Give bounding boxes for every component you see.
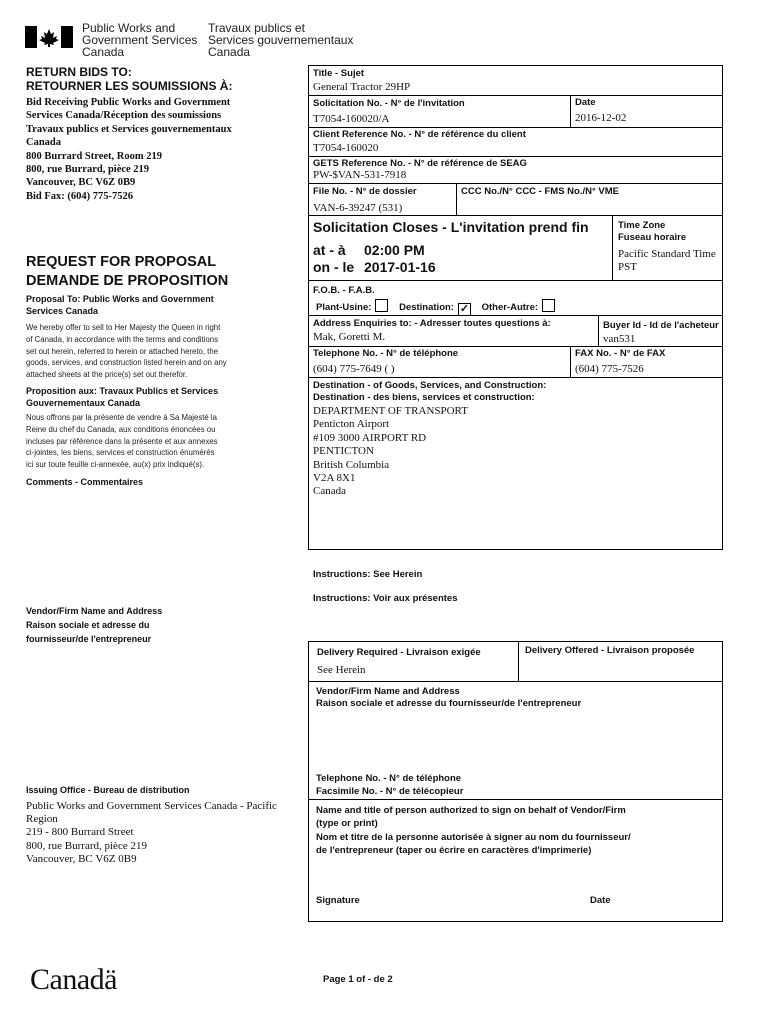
date-value: 2016-12-02	[575, 112, 627, 124]
signature-date-label: Date	[590, 895, 611, 906]
rfp-title: REQUEST FOR PROPOSAL DEMANDE DE PROPOSITION	[26, 254, 229, 289]
canada-wordmark: Canadä	[30, 963, 117, 996]
department-name-en: Public Works and Government Services Canada	[82, 21, 198, 59]
timezone-label: Time Zone Fuseau horaire	[618, 220, 687, 243]
closes-on-label: on - le	[313, 259, 355, 275]
buyer-id-label: Buyer Id - Id de l'acheteur	[603, 320, 719, 331]
delivery-required-label: Delivery Required - Livraison exigée	[317, 647, 481, 658]
title-label: Title - Sujet	[313, 68, 365, 79]
delivery-required-value: See Herein	[317, 664, 366, 676]
authorized-person-label: Name and title of person authorized to sign on behalf of Vendor/Firm (type or print) Nom et titre de la personne autorisée à signer au nom du fournisseur/ de l'entrepreneur (taper ou écrire en caractères d'imprimerie)	[316, 805, 631, 857]
return-bids-address: Bid Receiving Public Works and Government Services Canada/Réception des soumissions Travaux publics et Services gouvernementaux Canada 800 Burrard Street, Room 219 800, rue Burrard, pièce 219 Vancouver, BC V6Z 0B9 Bid Fax: (604) 775-7526	[26, 97, 232, 202]
other-checkbox[interactable]	[542, 299, 555, 312]
solicitation-value: T7054-160020/A	[313, 113, 390, 125]
client-ref-value: T7054-160020	[313, 142, 379, 154]
issuing-office-label: Issuing Office - Bureau de distribution	[26, 785, 190, 795]
vendor-left-label: Vendor/Firm Name and Address Raison sociale et adresse du fournisseur/de l'entrepreneur	[26, 606, 163, 644]
buyer-id-value: van531	[603, 333, 636, 345]
destination-address: DEPARTMENT OF TRANSPORT Penticton Airport #109 3000 AIRPORT RD PENTICTON British Columbia V2A 8X1 Canada	[313, 405, 468, 498]
destination-label: Destination - of Goods, Services, and Construction: Destination - des biens, services et construction:	[313, 380, 547, 403]
phone-label: Telephone No. - N° de téléphone	[313, 348, 459, 359]
instructions-en: Instructions: See Herein	[313, 569, 423, 580]
plant-checkbox[interactable]	[375, 299, 388, 312]
address-enquiries-label: Address Enquiries to: - Adresser toutes questions à:	[313, 318, 551, 329]
ccc-label: CCC No./N° CCC - FMS No./N° VME	[461, 186, 620, 197]
checkmark-icon: ✓	[459, 303, 470, 315]
proposal-to-heading: Proposal To: Public Works and Government Services Canada	[26, 294, 214, 316]
proposal-to-body: We hereby offer to sell to Her Majesty the Queen in right of Canada, in accordance with the terms and conditions set out herein, referred to herein or attached hereto, the goods, services, and construction listed herein and on any attached sheets at the price(s) set out therefor.	[26, 323, 227, 380]
solicitation-label: Solicitation No. - N° de l'invitation	[313, 98, 465, 109]
proposition-heading: Proposition aux: Travaux Publics et Services Gouvernementaux Canada	[26, 386, 219, 408]
gets-value: PW-$VAN-531-7918	[313, 169, 407, 181]
closes-date: 2017-01-16	[364, 259, 436, 275]
closes-at-label: at - à	[313, 242, 346, 258]
title-value: General Tractor 29HP	[313, 81, 411, 93]
page-number: Page 1 of - de 2	[323, 974, 393, 985]
address-enquiries-value: Mak, Goretti M.	[313, 331, 386, 343]
delivery-offered-label: Delivery Offered - Livraison proposée	[525, 645, 695, 656]
vendor-name-label: Vendor/Firm Name and Address Raison sociale et adresse du fournisseur/de l'entrepreneur	[316, 686, 582, 709]
return-bids-heading: RETURN BIDS TO: RETOURNER LES SOUMISSIONS À:	[26, 65, 233, 93]
file-value: VAN-6-39247 (531)	[313, 202, 403, 214]
fax-label: FAX No. - N° de FAX	[575, 348, 666, 359]
department-name-fr: Travaux publics et Services gouvernementaux Canada	[208, 21, 354, 59]
signature-label: Signature	[316, 895, 360, 906]
proposition-body: Nous offrons par la présente de vendre à Sa Majesté la Reine du chef du Canada, aux conditions énoncées ou incluses par référence dans la présente et aux annexes ci-jointes, les biens, services et construction énumérés ici sur toute feuille ci-annexée, au(x) prix indiqué(s).	[26, 413, 218, 470]
telephone-label: Telephone No. - N° de téléphone Facsimile No. - N° de télécopieur	[316, 773, 464, 797]
file-label: File No. - N° de dossier	[313, 186, 417, 197]
canada-flag-icon	[25, 26, 73, 48]
client-ref-label: Client Reference No. - N° de référence du client	[313, 129, 526, 140]
closes-time: 02:00 PM	[364, 242, 425, 258]
gets-label: GETS Reference No. - N° de référence de SEAG	[313, 158, 527, 169]
issuing-office-address: Public Works and Government Services Canada - Pacific Region 219 - 800 Burrard Street 800, rue Burrard, pièce 219 Vancouver, BC V6Z 0B9	[26, 800, 277, 865]
timezone-value: Pacific Standard Time PST	[618, 248, 716, 273]
date-label: Date	[575, 97, 596, 108]
destination-checkbox[interactable]	[458, 303, 471, 316]
plant-checkbox-row: Plant-Usine: Destination: ✓ Other-Autre:	[316, 299, 555, 316]
fax-value: (604) 775-7526	[575, 363, 644, 375]
fob-label: F.O.B. - F.A.B.	[313, 285, 375, 296]
phone-value: (604) 775-7649 ( )	[313, 363, 395, 375]
instructions-fr: Instructions: Voir aux présentes	[313, 593, 458, 604]
closes-title: Solicitation Closes - L'invitation prend fin	[313, 219, 589, 235]
comments-label: Comments - Commentaires	[26, 477, 144, 487]
